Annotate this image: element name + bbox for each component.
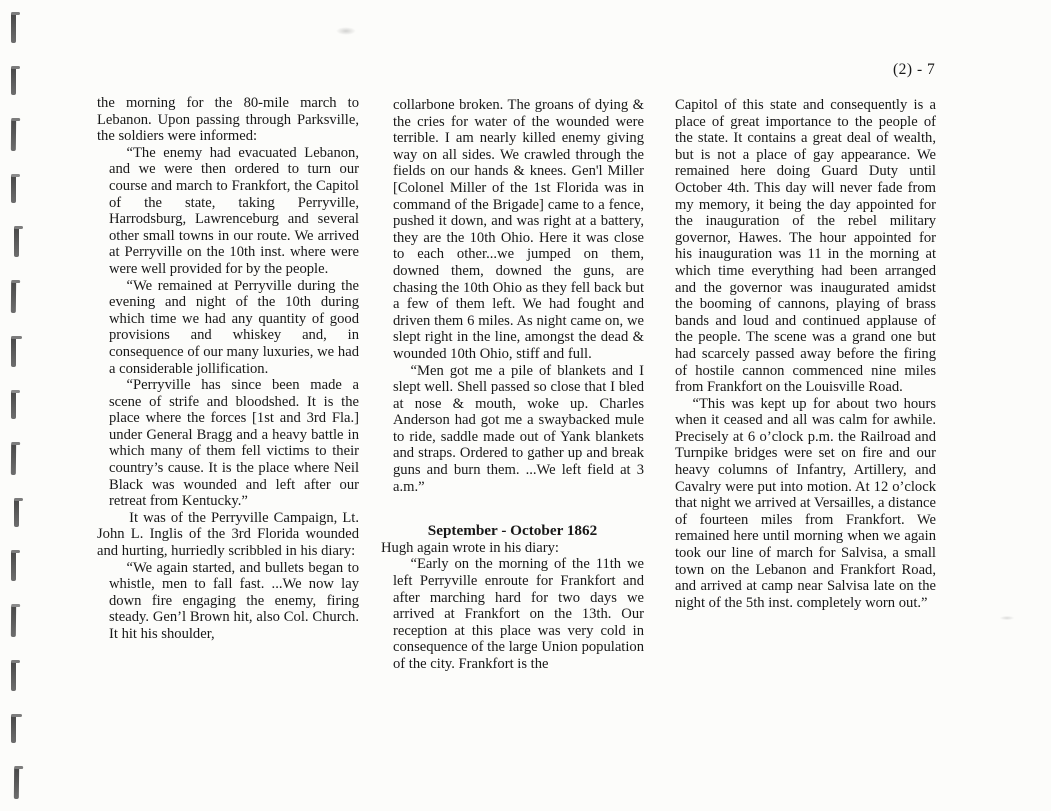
binding-edge bbox=[11, 13, 19, 799]
binding-hole-mark bbox=[11, 443, 16, 475]
section-heading: September - October 1862 bbox=[427, 522, 598, 540]
binding-hole-mark bbox=[14, 767, 19, 799]
binding-hole-mark bbox=[14, 499, 19, 527]
scan-speck bbox=[1000, 616, 1014, 620]
diary-quote-paragraph: “Men got me a pile of blankets and I slept well. Shell passed so close that I bled at nose & mouth, woke up. Charles Anderson had got me a swaybacked mule to ride, saddle made out of Yank blankets and straps. Ordered to gather up and break guns and burn them. ...We left field at 3 a.m.” bbox=[393, 362, 644, 495]
binding-hole-mark bbox=[11, 337, 16, 367]
text-column-3 bbox=[663, 97, 936, 611]
paragraph: Hugh again wrote in his diary: bbox=[381, 539, 559, 556]
page-number: (2) - 7 bbox=[893, 61, 936, 78]
binding-hole-mark bbox=[11, 715, 16, 743]
binding-hole-mark bbox=[11, 175, 16, 203]
binding-hole-mark bbox=[11, 119, 16, 151]
binding-hole-mark bbox=[11, 13, 16, 43]
binding-hole-mark bbox=[11, 67, 16, 95]
paragraph: It was of the Perryville Campaign, Lt. John L. Inglis of the 3rd Florida wounded and hurting, hurriedly scribbled in his diary: bbox=[97, 509, 359, 560]
text-column-2 bbox=[381, 97, 644, 673]
text-column-1 bbox=[97, 95, 359, 643]
binding-hole-mark bbox=[11, 391, 16, 419]
diary-quote-paragraph: “We remained at Perryville during the evening and night of the 10th during which time we had any quantity of good provisions and whiskey and, in consequence of our many luxuries, we had a considerable jollification. bbox=[109, 277, 359, 377]
diary-quote-paragraph: “Early on the morning of the 11th we left Perryville enroute for Frankfort and after marching hard for two days we arrived at Frankfort on the 13th. Our reception at this place was very cold in consequence of the large Union population of the city. Frankfort is the bbox=[393, 556, 644, 672]
binding-hole-mark bbox=[11, 661, 16, 691]
diary-quote-paragraph: Capitol of this state and consequently is a place of great importance to the people of the state. It contains a great deal of wealth, but is not a place of gay appearance. We remained here doing Guard Duty until October 4th. This day will never fade from my memory, it being the day appointed for the inauguration of the rebel military governor, Hawes. The hour appointed for his inauguration was 11 in the morning at which time everything had been arranged and the governor was inaugurated amidst the booming of cannons, playing of brass bands and loud and continued applause of the people. The scene was a grand one but had scarcely passed away before the firing of hostile cannon commenced nine miles from Frankfort on the Louisville Road. bbox=[675, 97, 936, 396]
diary-quote-paragraph: “The enemy had evacuated Lebanon, and we were then ordered to turn our course and march to Frankfort, the Capitol of the state, taking Perryville, Harrodsburg, Lawrenceburg and several other small towns in our route. We arrived at Perryville on the 10th inst. where were were well provided for by the people. bbox=[109, 144, 359, 277]
diary-quote-paragraph: “We again started, and bullets began to whistle, men to fall fast. ...We now lay down fire engaging the enemy, firing steady. Gen’l Brown hit, also Col. Church. It hit his shoulder, bbox=[109, 559, 359, 642]
paragraph: the morning for the 80-mile march to Lebanon. Upon passing through Parksville, the soldiers were informed: bbox=[97, 95, 359, 145]
diary-quote-paragraph: “This was kept up for about two hours when it ceased and all was calm for awhile. Precisely at 6 o’clock p.m. the Railroad and Turnpike bridges were set on fire and our heavy columns of Infantry, Artillery, and Cavalry were put into motion. At 12 o’clock that night we arrived at Versailles, a distance of fourteen miles from Frankfort. We remained here until morning when we again took our line of march for Salvisa, a small town on the Lebanon and Frankfort Road, and arrived at camp near Salvisa late on the night of the 5th inst. completely worn out.” bbox=[675, 395, 936, 611]
binding-hole-mark bbox=[11, 551, 16, 581]
binding-hole-mark bbox=[11, 281, 16, 313]
diary-quote-paragraph: “Perryville has since been made a scene of strife and bloodshed. It is the place where the forces [1st and 3rd Fla.] under General Bragg and a heavy battle in which many of them fell victims to their country’s cause. It is the place where Neil Black was wounded and left after our retreat from Kentucky.” bbox=[109, 377, 359, 510]
diary-quote-paragraph: collarbone broken. The groans of dying & the cries for water of the wounded were terrible. I am nearly killed enemy giving way on all sides. We crawled through the fields on our hands & knees. Gen'l Miller [Colonel Miller of the 1st Florida was in command of the Brigade] came to a fence, pushed it down, and was right at a battery, they are the 10th Ohio. Here it was close to each other...we jumped on them, downed them, downed the guns, are chasing the 10th Ohio as they fell back but a few of them left. We had fought and driven them 6 miles. As night came on, we slept right in the line, amongst the dead & wounded 10th Ohio, stiff and full. bbox=[393, 97, 644, 362]
scan-smudge bbox=[336, 27, 356, 35]
binding-hole-mark bbox=[14, 227, 19, 257]
binding-hole-mark bbox=[11, 605, 16, 637]
